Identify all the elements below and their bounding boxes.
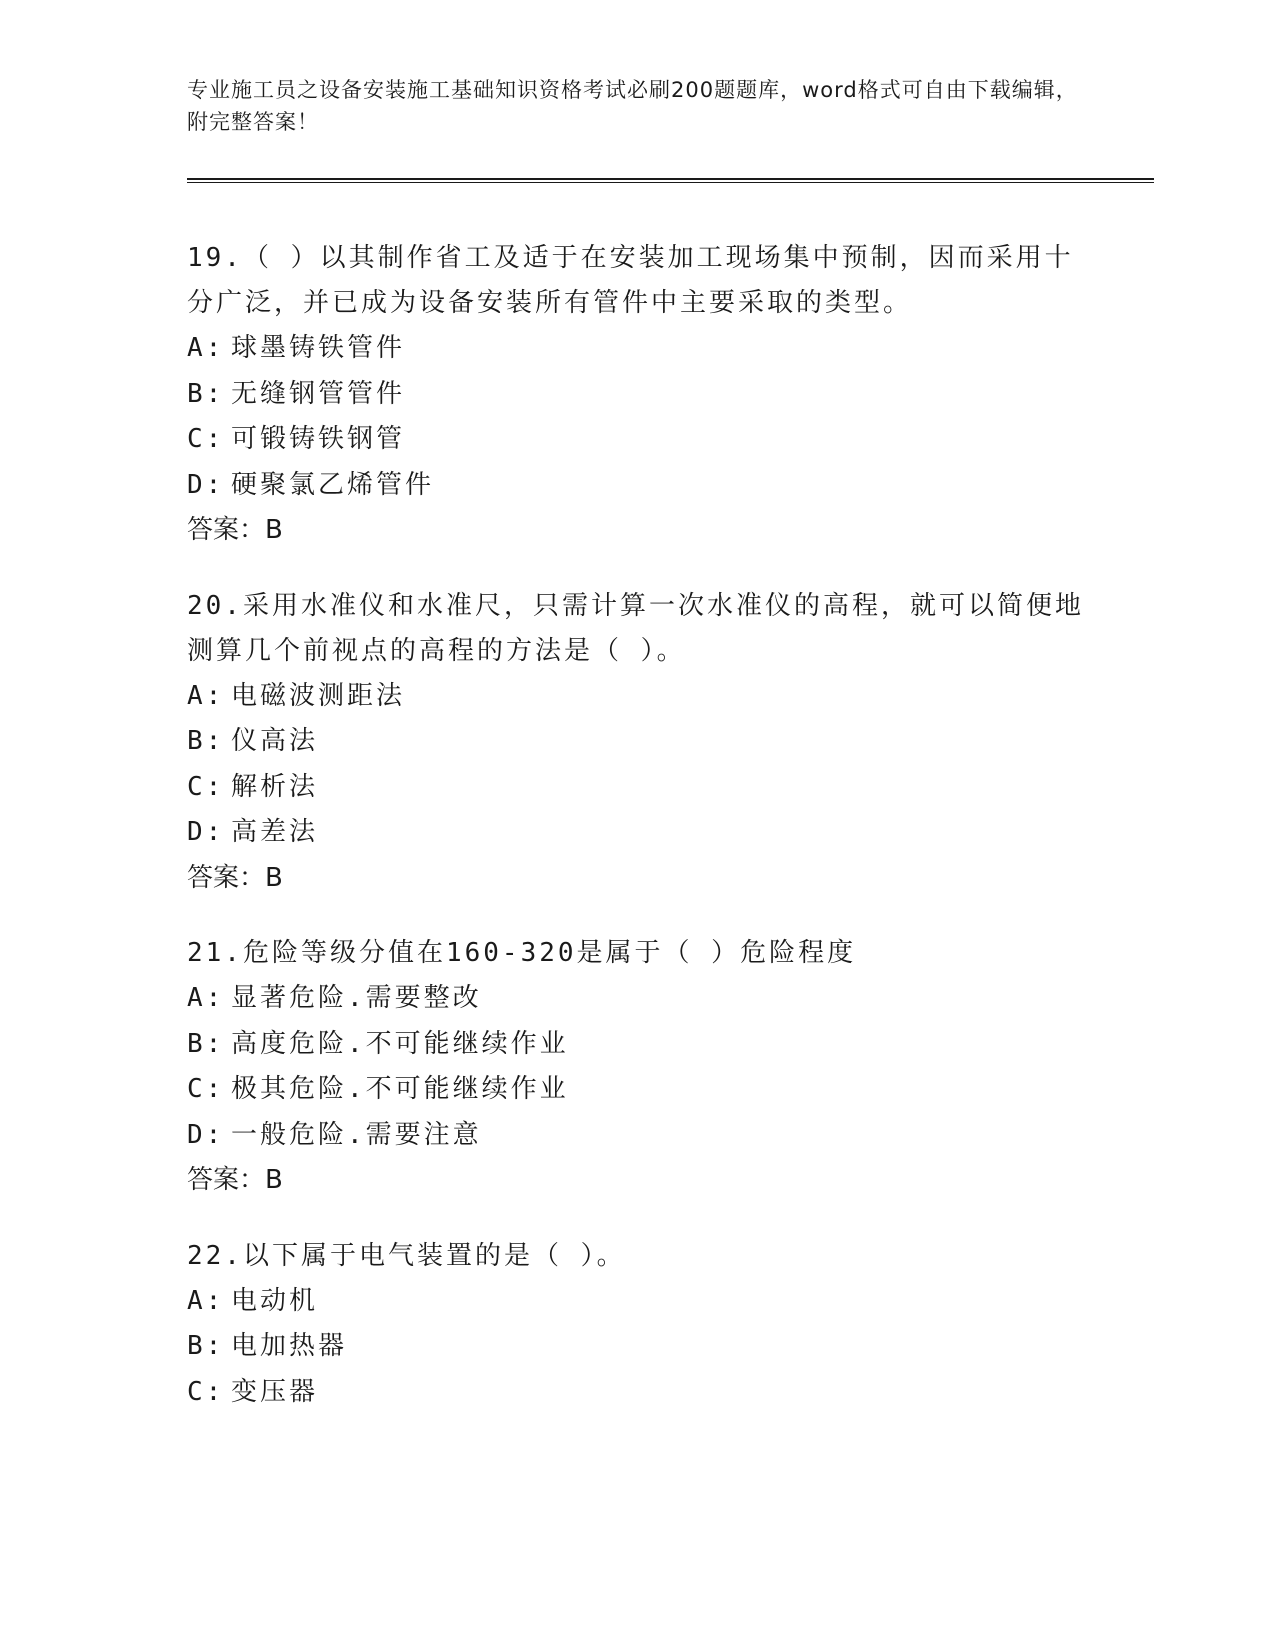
answer-label: 答案：B (187, 515, 283, 545)
option-letter: B: (187, 726, 225, 756)
option-letter: B: (187, 378, 225, 409)
option-c (187, 417, 1087, 463)
option-letter: C: (187, 771, 225, 802)
option-letter: D: (187, 1119, 225, 1150)
option-text: 球墨铸铁管件 (231, 333, 406, 363)
option-d (187, 810, 1087, 856)
option-text: 显著危险.需要整改 (231, 983, 482, 1013)
option-d (187, 1113, 1087, 1159)
header-title: 专业施工员之设备安装施工基础知识资格考试必刷200题题库，word格式可自由下载编辑，附完整答案！ (187, 78, 1078, 134)
option-text: 变压器 (231, 1376, 319, 1407)
question-text: 20.采用水准仪和水准尺，只需计算一次水准仪的高程，就可以简便地测算几个前视点的高程的方法是（ ）。 (187, 590, 1084, 666)
option-text: 无缝钢管管件 (231, 378, 406, 409)
option-letter: A: (187, 1285, 225, 1316)
option-letter: C: (187, 424, 225, 454)
option-letter: A: (187, 983, 225, 1013)
option-text: 硬聚氯乙烯管件 (231, 469, 435, 500)
question-19 (187, 236, 1087, 554)
option-letter: D: (187, 469, 225, 500)
option-b (187, 719, 1087, 765)
question-text: 19.（ ）以其制作省工及适于在安装加工现场集中预制，因而采用十分广泛，并已成为设备安装所有管件中主要采取的类型。 (187, 243, 1074, 318)
question-text: 22.以下属于电气装置的是（ ）。 (187, 1240, 626, 1271)
option-a (187, 674, 1087, 720)
option-text: 可锻铸铁钢管 (231, 424, 406, 454)
option-text: 电磁波测距法 (231, 680, 406, 711)
option-b (187, 372, 1087, 418)
option-b (187, 1324, 1087, 1370)
question-text: 21.危险等级分值在160-320是属于（ ）危险程度 (187, 938, 857, 968)
option-text: 电动机 (231, 1285, 319, 1316)
option-letter: B: (187, 1331, 225, 1361)
question-list (187, 236, 1087, 1445)
header-rule-thick (187, 178, 1154, 180)
question-21 (187, 931, 1087, 1204)
option-letter: B: (187, 1028, 225, 1059)
answer-label: 答案：B (187, 862, 283, 893)
option-text: 电加热器 (231, 1331, 348, 1361)
option-text: 高度危险.不可能继续作业 (231, 1028, 569, 1059)
option-letter: A: (187, 333, 225, 363)
option-text: 仪高法 (231, 726, 319, 756)
answer-label: 答案：B (187, 1165, 283, 1195)
option-letter: C: (187, 1376, 225, 1407)
option-a (187, 326, 1087, 372)
question-22 (187, 1234, 1087, 1416)
option-text: 高差法 (231, 817, 319, 847)
option-text: 极其危险.不可能继续作业 (231, 1074, 569, 1104)
option-b (187, 1022, 1087, 1068)
option-c (187, 765, 1087, 811)
option-c (187, 1067, 1087, 1113)
option-c (187, 1370, 1087, 1416)
header-rule-thin (187, 182, 1154, 183)
option-a (187, 976, 1087, 1022)
option-letter: A: (187, 680, 225, 711)
option-d (187, 463, 1087, 509)
document-header (187, 74, 1087, 138)
option-a (187, 1279, 1087, 1325)
option-letter: D: (187, 817, 225, 847)
option-text: 一般危险.需要注意 (231, 1119, 482, 1150)
option-text: 解析法 (231, 771, 319, 802)
question-20 (187, 584, 1087, 902)
option-letter: C: (187, 1074, 225, 1104)
